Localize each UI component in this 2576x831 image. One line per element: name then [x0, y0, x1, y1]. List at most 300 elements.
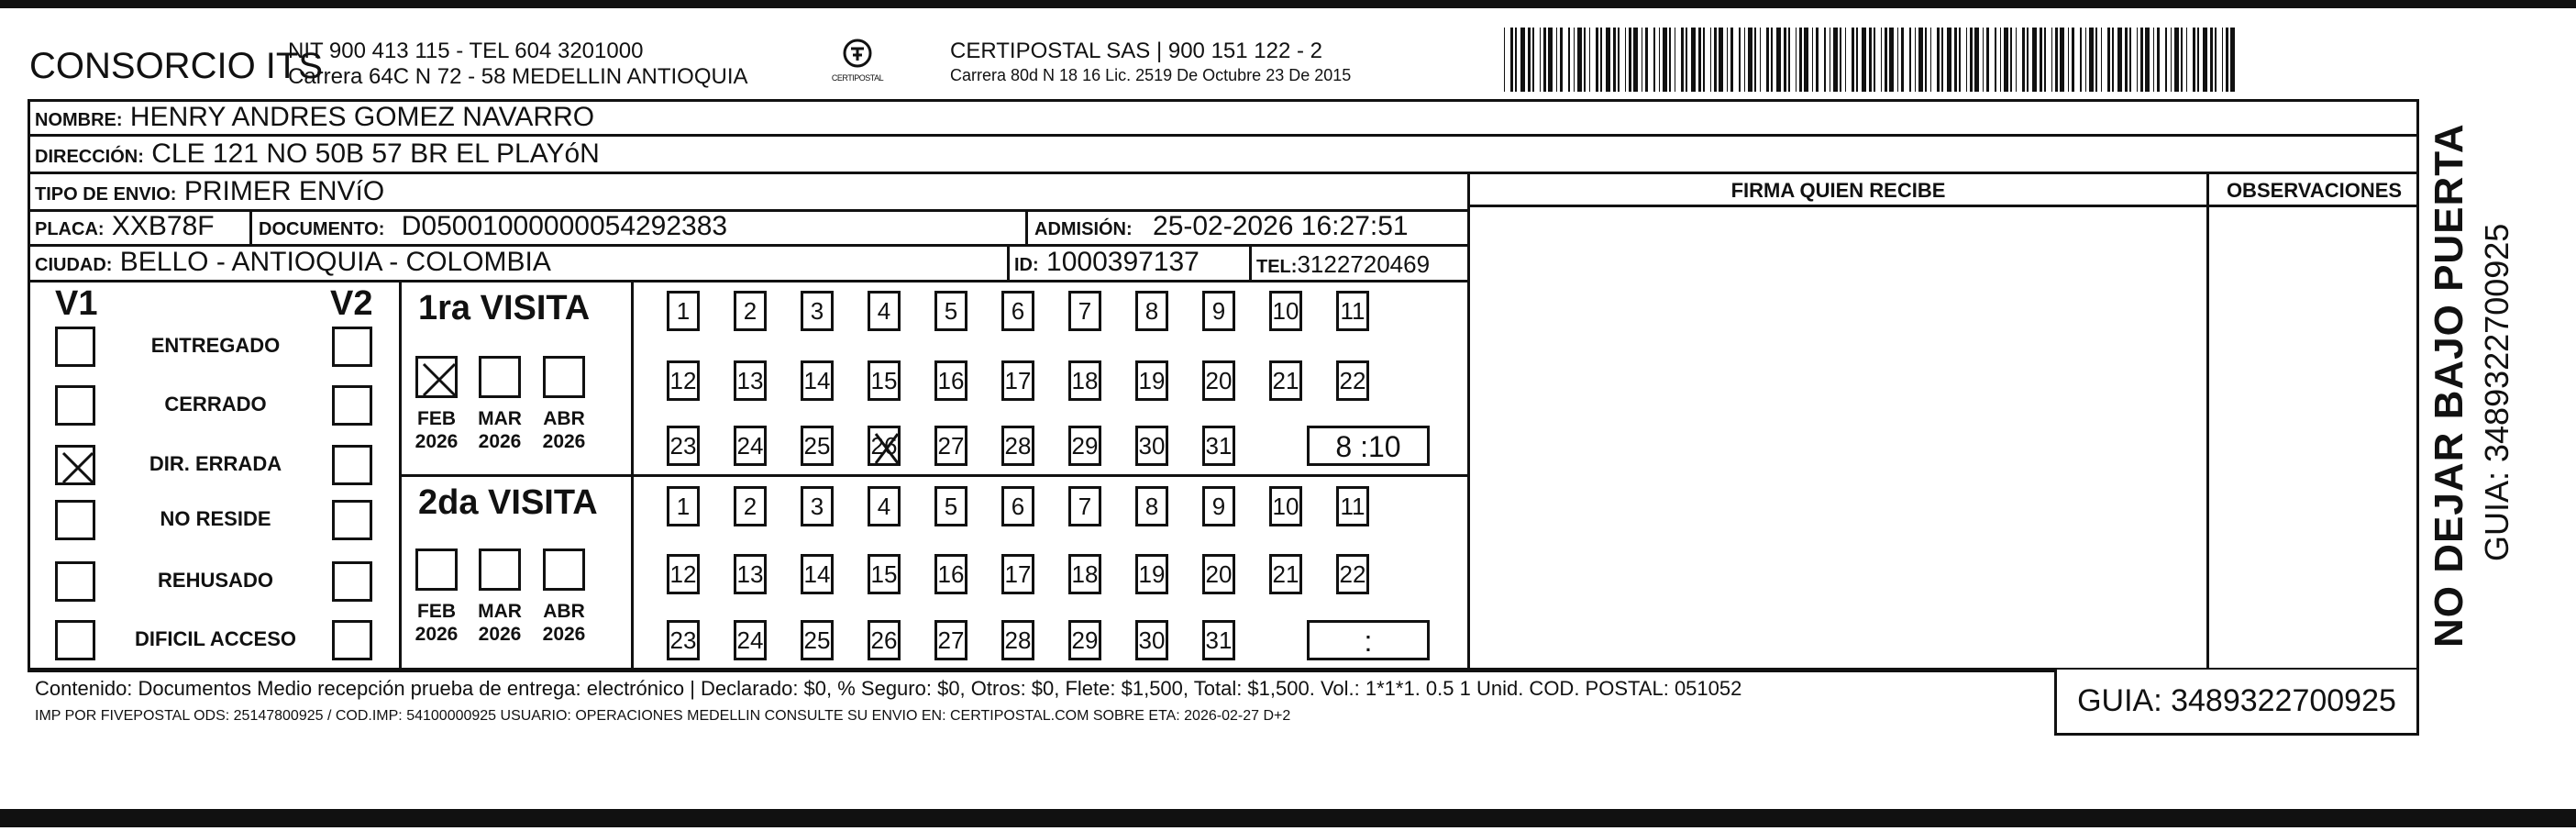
- day-box[interactable]: [934, 291, 967, 331]
- day-box[interactable]: [868, 426, 901, 466]
- day-number: 6: [1011, 297, 1025, 325]
- day-box[interactable]: [1068, 426, 1101, 466]
- day-box[interactable]: [1202, 291, 1235, 331]
- barcode-bar: [2004, 28, 2008, 92]
- admision-label: ADMISIÓN:: [1034, 219, 1133, 239]
- day-box[interactable]: [1336, 360, 1369, 401]
- ciudad-value: BELLO - ANTIOQUIA - COLOMBIA: [119, 247, 551, 277]
- id-label: ID:: [1014, 255, 1039, 275]
- month-checkbox[interactable]: [415, 548, 458, 591]
- barcode-bar: [2032, 28, 2037, 92]
- barcode-bar: [1840, 28, 1841, 92]
- barcode-bar: [1727, 28, 1728, 92]
- day-number: 20: [1205, 367, 1233, 394]
- barcode-bar: [1889, 28, 1894, 92]
- check-mark-icon: [418, 359, 460, 401]
- v2-checkbox[interactable]: [332, 561, 372, 602]
- direccion-label: DIRECCIÓN:: [35, 147, 144, 167]
- month-name: MAR: [478, 601, 522, 622]
- month-year: 2026: [415, 624, 459, 645]
- barcode-bar: [1856, 28, 1858, 92]
- barcode-bar: [1528, 28, 1531, 92]
- logo-label: CERTIPOSTAL: [831, 73, 884, 83]
- barcode-bar: [2072, 28, 2074, 92]
- barcode-bar: [2125, 28, 2128, 92]
- day-number: 3: [810, 297, 824, 325]
- barcode-bar: [1824, 28, 1826, 92]
- barcode-bar: [1504, 28, 1505, 92]
- month-name: FEB: [417, 408, 456, 429]
- day-box[interactable]: [868, 620, 901, 660]
- day-box[interactable]: [868, 486, 901, 526]
- barcode-bar: [1653, 28, 1655, 92]
- barcode-bar: [1925, 28, 1927, 92]
- month-name: MAR: [478, 408, 522, 429]
- v2-label: V2: [330, 284, 373, 323]
- day-box[interactable]: [934, 620, 967, 660]
- side-warning: NO DEJAR BAJO PUERTA: [2427, 123, 2471, 648]
- day-box[interactable]: [1001, 620, 1034, 660]
- month-label: [408, 407, 465, 453]
- day-box[interactable]: [1135, 554, 1168, 594]
- barcode-bar: [2027, 28, 2029, 92]
- barcode-bar: [1556, 28, 1557, 92]
- month-checkbox[interactable]: [543, 548, 585, 591]
- month-checkbox[interactable]: [479, 548, 521, 591]
- day-number: 12: [669, 367, 697, 394]
- barcode-bar: [1947, 28, 1951, 92]
- barcode-bar: [1986, 28, 1989, 92]
- barcode-bar: [2107, 28, 2110, 92]
- barcode-bar: [2157, 28, 2160, 92]
- day-number: 10: [1272, 297, 1299, 325]
- day-number: 5: [944, 493, 958, 520]
- barcode-bar: [1669, 28, 1671, 92]
- column-header-divider: [1467, 205, 2419, 207]
- v1-checkbox[interactable]: [55, 445, 95, 485]
- day-number: 27: [937, 432, 965, 460]
- visit1-title: 1ra VISITA: [418, 289, 591, 327]
- day-number: 22: [1339, 367, 1366, 394]
- observaciones-column-left: [2206, 172, 2209, 672]
- time-field[interactable]: 8 :10: [1307, 426, 1430, 466]
- day-box[interactable]: [1202, 426, 1235, 466]
- day-number: 26: [870, 626, 898, 654]
- day-number: 30: [1138, 432, 1166, 460]
- day-number: 15: [870, 560, 898, 588]
- carrier-name: CERTIPOSTAL SAS | 900 151 122 - 2: [950, 39, 1322, 63]
- barcode-bar: [1584, 28, 1586, 92]
- day-box[interactable]: [1001, 486, 1034, 526]
- placa-label: PLACA:: [35, 219, 105, 239]
- day-number: 8: [1144, 297, 1159, 325]
- day-box[interactable]: [934, 360, 967, 401]
- day-box[interactable]: [801, 360, 834, 401]
- day-box[interactable]: [1269, 291, 1302, 331]
- day-number: 7: [1078, 493, 1092, 520]
- barcode-bar: [2165, 28, 2167, 92]
- month-label: [536, 407, 592, 453]
- documento-value: D05001000000054292383: [401, 211, 728, 241]
- company-nit: NIT 900 413 115 - TEL 604 3201000: [288, 39, 644, 63]
- v2-checkbox[interactable]: [332, 445, 372, 485]
- v1-checkbox[interactable]: [55, 500, 95, 540]
- barcode-bar: [1954, 28, 1957, 92]
- barcode-bar: [1862, 28, 1866, 92]
- barcode-bar: [1937, 28, 1940, 92]
- status-label: REHUSADO: [158, 569, 273, 592]
- day-box[interactable]: [734, 486, 767, 526]
- visit-divider: [399, 474, 1467, 477]
- day-box[interactable]: [1068, 360, 1101, 401]
- barcode-bar: [1606, 28, 1610, 92]
- day-number: 19: [1138, 367, 1166, 394]
- day-number: 23: [669, 432, 697, 460]
- barcode-bar: [2226, 28, 2228, 92]
- day-box[interactable]: [667, 360, 700, 401]
- day-number: 24: [736, 432, 764, 460]
- day-box[interactable]: [667, 620, 700, 660]
- barcode-bar: [1845, 28, 1846, 92]
- barcode-bar: [1970, 28, 1973, 92]
- barcode-bar: [2010, 28, 2012, 92]
- barcode-bar: [2171, 28, 2172, 92]
- day-box[interactable]: [934, 554, 967, 594]
- day-number: 10: [1272, 493, 1299, 520]
- v2-checkbox[interactable]: [332, 500, 372, 540]
- day-number: 13: [736, 560, 764, 588]
- barcode-bar: [2186, 28, 2187, 92]
- direccion-row: [35, 138, 600, 173]
- status-label: NO RESIDE: [160, 507, 271, 530]
- barcode-bar: [1897, 28, 1898, 92]
- barcode-bar: [2085, 28, 2086, 92]
- footer-imp: IMP POR FIVEPOSTAL ODS: 25147800925 / COD.IMP: 54100000925 USUARIO: OPERACIONES MEDELLIN CONSULTE SU ENVIO EN: CERTIPOSTAL.COM SOBRE ETA: 2026-02-27 D+2: [35, 708, 1291, 724]
- visit2-title: 2da VISITA: [418, 483, 598, 522]
- barcode-bar: [1596, 28, 1598, 92]
- admision-divider: [1025, 209, 1028, 244]
- day-box[interactable]: [1336, 554, 1369, 594]
- barcode-bar: [2137, 28, 2138, 92]
- day-number: 9: [1211, 297, 1226, 325]
- day-box[interactable]: [1068, 486, 1101, 526]
- footer-guia: GUIA: 3489322700925: [2077, 683, 2396, 718]
- barcode-bar: [1714, 28, 1717, 92]
- barcode-bar: [2203, 28, 2207, 92]
- placa-divider: [249, 209, 252, 244]
- barcode-bar: [1710, 28, 1711, 92]
- day-box[interactable]: [868, 291, 901, 331]
- day-box[interactable]: [1135, 360, 1168, 401]
- day-box[interactable]: [801, 486, 834, 526]
- barcode-bar: [1885, 28, 1887, 92]
- day-box[interactable]: [1336, 486, 1369, 526]
- status-label: CERRADO: [164, 393, 267, 416]
- barcode-bar: [1698, 28, 1701, 92]
- barcode-bar: [1633, 28, 1638, 92]
- nombre-row: [35, 101, 594, 137]
- tel-label: TEL:: [1256, 257, 1298, 277]
- day-number: 14: [803, 560, 831, 588]
- firma-column-left: [1467, 172, 1470, 672]
- day-number: 21: [1272, 367, 1299, 394]
- status-label: DIR. ERRADA: [149, 452, 282, 475]
- day-number: 5: [944, 297, 958, 325]
- day-number: 3: [810, 493, 824, 520]
- barcode-bar: [1543, 28, 1546, 92]
- day-box[interactable]: [667, 291, 700, 331]
- day-box[interactable]: [1202, 554, 1235, 594]
- barcode-bar: [2215, 28, 2217, 92]
- barcode-bar: [1771, 28, 1773, 92]
- month-checkbox[interactable]: [479, 356, 521, 398]
- id-value: 1000397137: [1046, 247, 1200, 277]
- id-divider: [1007, 244, 1010, 280]
- barcode: [1504, 28, 2238, 92]
- day-number: 11: [1340, 493, 1365, 520]
- day-box[interactable]: [1135, 291, 1168, 331]
- month-year: 2026: [478, 431, 522, 452]
- day-number: 17: [1004, 367, 1032, 394]
- barcode-bar: [1915, 28, 1916, 92]
- footer-contenido: Contenido: Documentos Medio recepción prueba de entrega: electrónico | Declarado: $0, % Seguro: $0, Otros: $0, Flete: $1,500, Total: $1,500. Vol.: 1*1*1. 0.5 1 Unid. COD. POSTAL: 051052: [35, 677, 1742, 700]
- side-guia: GUIA: 3489322700925: [2478, 223, 2515, 561]
- day-number: 23: [669, 626, 697, 654]
- day-number: 8: [1144, 493, 1159, 520]
- month-year: 2026: [415, 431, 459, 452]
- day-box[interactable]: [1135, 426, 1168, 466]
- barcode-bar: [1869, 28, 1872, 92]
- barcode-bar: [1659, 28, 1660, 92]
- barcode-bar: [1540, 28, 1541, 92]
- v1-label: V1: [55, 284, 98, 323]
- barcode-bar: [2174, 28, 2179, 92]
- barcode-bar: [1645, 28, 1648, 92]
- barcode-bar: [1760, 28, 1761, 92]
- day-number: 27: [937, 626, 965, 654]
- day-number: 29: [1071, 626, 1099, 654]
- barcode-bar: [1941, 28, 1943, 92]
- day-box[interactable]: [801, 426, 834, 466]
- day-box[interactable]: [734, 554, 767, 594]
- day-number: 2: [743, 493, 757, 520]
- day-box[interactable]: [734, 291, 767, 331]
- v2-checkbox[interactable]: [332, 620, 372, 660]
- nombre-label: NOMBRE:: [35, 110, 123, 130]
- tipo-row: [35, 175, 384, 211]
- day-number: 22: [1339, 560, 1366, 588]
- placa-value: XXB78F: [111, 211, 215, 241]
- day-box[interactable]: [1336, 291, 1369, 331]
- month-name: ABR: [543, 601, 585, 622]
- barcode-bar: [1618, 28, 1620, 92]
- day-box[interactable]: [1202, 360, 1235, 401]
- day-box[interactable]: [934, 426, 967, 466]
- month-label: [471, 600, 528, 646]
- barcode-bar: [1548, 28, 1553, 92]
- barcode-bar: [2051, 28, 2052, 92]
- barcode-bar: [1719, 28, 1723, 92]
- day-number: 29: [1071, 432, 1099, 460]
- barcode-bar: [1739, 28, 1741, 92]
- day-box[interactable]: [667, 554, 700, 594]
- barcode-bar: [1974, 28, 1979, 92]
- day-box[interactable]: [667, 426, 700, 466]
- day-number: 25: [803, 432, 831, 460]
- nombre-value: HENRY ANDRES GOMEZ NAVARRO: [129, 102, 595, 132]
- tipo-label: TIPO DE ENVIO:: [35, 184, 177, 205]
- day-box[interactable]: [1269, 486, 1302, 526]
- check-mark-icon: [58, 448, 98, 488]
- barcode-bar: [1744, 28, 1745, 92]
- barcode-bar: [2060, 28, 2064, 92]
- day-box[interactable]: [734, 360, 767, 401]
- barcode-bar: [1796, 28, 1797, 92]
- barcode-bar: [2145, 28, 2150, 92]
- day-box[interactable]: [1269, 360, 1302, 401]
- day-box[interactable]: [1068, 554, 1101, 594]
- placa-cell: [35, 210, 215, 246]
- day-number: 28: [1004, 432, 1032, 460]
- day-number: 12: [669, 560, 697, 588]
- day-box[interactable]: [1269, 554, 1302, 594]
- day-box[interactable]: [1001, 426, 1034, 466]
- barcode-bar: [1816, 28, 1819, 92]
- month-year: 2026: [542, 431, 586, 452]
- certipostal-logo: [825, 33, 890, 97]
- barcode-bar: [2000, 28, 2001, 92]
- day-box[interactable]: [868, 360, 901, 401]
- day-box[interactable]: [1068, 291, 1101, 331]
- day-box[interactable]: [801, 554, 834, 594]
- ciudad-cell: [35, 246, 551, 282]
- day-number: 4: [877, 493, 891, 520]
- barcode-bar: [2112, 28, 2114, 92]
- barcode-bar: [2068, 28, 2069, 92]
- v1-checkbox[interactable]: [55, 385, 95, 426]
- day-box[interactable]: [734, 426, 767, 466]
- barcode-bar: [2230, 28, 2235, 92]
- time-field[interactable]: :: [1307, 620, 1430, 660]
- barcode-bar: [1560, 28, 1563, 92]
- barcode-bar: [1691, 28, 1696, 92]
- id-cell: [1014, 246, 1200, 282]
- day-box[interactable]: [1068, 620, 1101, 660]
- barcode-bar: [1983, 28, 1984, 92]
- barcode-bar: [1589, 28, 1590, 92]
- day-number: 6: [1011, 493, 1025, 520]
- month-name: ABR: [543, 408, 585, 429]
- day-number: 13: [736, 367, 764, 394]
- barcode-bar: [1730, 28, 1733, 92]
- documento-label: DOCUMENTO:: [259, 219, 385, 239]
- barcode-bar: [2181, 28, 2183, 92]
- day-box[interactable]: [934, 486, 967, 526]
- barcode-bar: [1909, 28, 1911, 92]
- barcode-bar: [1966, 28, 1967, 92]
- barcode-bar: [1613, 28, 1616, 92]
- tel-cell: [1256, 248, 1430, 283]
- day-box[interactable]: [1001, 291, 1034, 331]
- barcode-bar: [1812, 28, 1813, 92]
- firma-header: FIRMA QUIEN RECIBE: [1730, 179, 1946, 202]
- barcode-bar: [1754, 28, 1756, 92]
- barcode-bar: [1577, 28, 1582, 92]
- day-number: 18: [1071, 367, 1099, 394]
- day-number: 15: [870, 367, 898, 394]
- barcode-bar: [2044, 28, 2046, 92]
- v2-checkbox[interactable]: [332, 327, 372, 367]
- carrier-address: Carrera 80d N 18 16 Lic. 2519 De Octubre 23 De 2015: [950, 66, 1352, 84]
- day-box[interactable]: [1001, 360, 1034, 401]
- barcode-bar: [2055, 28, 2058, 92]
- barcode-bar: [1833, 28, 1838, 92]
- day-box[interactable]: [801, 291, 834, 331]
- barcode-bar: [1600, 28, 1602, 92]
- v2-checkbox[interactable]: [332, 385, 372, 426]
- barcode-bar: [2210, 28, 2213, 92]
- ciudad-label: CIUDAD:: [35, 255, 113, 275]
- day-number: 11: [1340, 297, 1365, 325]
- barcode-bar: [1766, 28, 1769, 92]
- barcode-bar: [1799, 28, 1802, 92]
- day-box[interactable]: [1001, 554, 1034, 594]
- barcode-bar: [1520, 28, 1525, 92]
- day-number: 7: [1078, 297, 1092, 325]
- barcode-bar: [2040, 28, 2042, 92]
- day-number: 2: [743, 297, 757, 325]
- barcode-bar: [1881, 28, 1882, 92]
- day-box[interactable]: [1135, 486, 1168, 526]
- month-checkbox[interactable]: [543, 356, 585, 398]
- month-label: [536, 600, 592, 646]
- tel-divider: [1249, 244, 1252, 280]
- v1-checkbox[interactable]: [55, 327, 95, 367]
- barcode-bar: [1748, 28, 1752, 92]
- v1-checkbox[interactable]: [55, 620, 95, 660]
- barcode-bar: [2193, 28, 2195, 92]
- month-label: [471, 407, 528, 453]
- month-checkbox[interactable]: [415, 356, 458, 398]
- day-number: 17: [1004, 560, 1032, 588]
- day-box[interactable]: [1202, 486, 1235, 526]
- day-box[interactable]: [1202, 620, 1235, 660]
- day-box[interactable]: [868, 554, 901, 594]
- barcode-bar: [1532, 28, 1534, 92]
- day-box[interactable]: [667, 486, 700, 526]
- day-box[interactable]: [734, 620, 767, 660]
- month-name: FEB: [417, 601, 456, 622]
- barcode-bar: [1901, 28, 1904, 92]
- barcode-bar: [1804, 28, 1808, 92]
- day-number: 4: [877, 297, 891, 325]
- barcode-bar: [1788, 28, 1790, 92]
- barcode-bar: [2129, 28, 2131, 92]
- barcode-bar: [2080, 28, 2082, 92]
- barcode-bar: [1918, 28, 1923, 92]
- day-number: 16: [937, 560, 965, 588]
- day-number: 28: [1004, 626, 1032, 654]
- month-label: [408, 600, 465, 646]
- barcode-bar: [1703, 28, 1705, 92]
- barcode-bar: [1629, 28, 1631, 92]
- day-box[interactable]: [801, 620, 834, 660]
- v1-checkbox[interactable]: [55, 561, 95, 602]
- day-box[interactable]: [1135, 620, 1168, 660]
- day-number: 21: [1272, 560, 1299, 588]
- day-number: 19: [1138, 560, 1166, 588]
- barcode-bar: [2153, 28, 2154, 92]
